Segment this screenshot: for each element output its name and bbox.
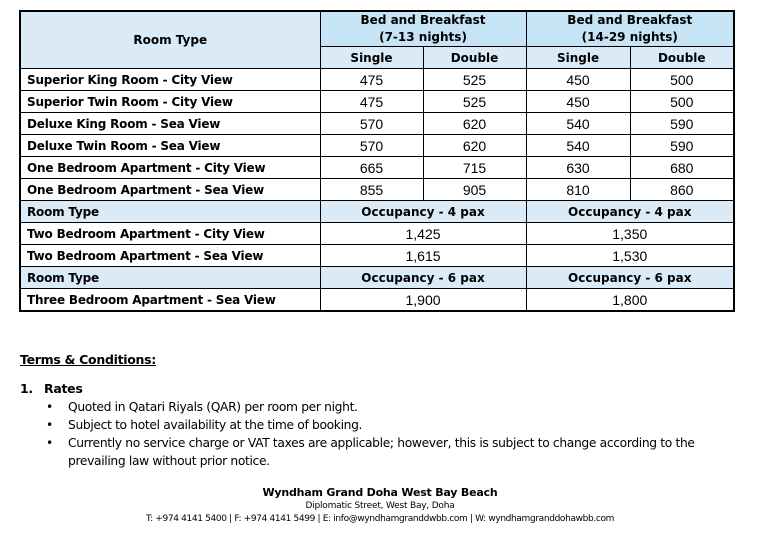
g2-double-rate: 680: [630, 157, 734, 179]
bullet-item: [46, 398, 740, 416]
table-row: [20, 113, 734, 135]
group2-header-line2: (14-29 nights): [581, 30, 678, 44]
g1-double-header: Double: [423, 47, 526, 69]
g2-single-rate: 630: [526, 157, 630, 179]
group2-header: [526, 11, 734, 47]
room-type-header: Room Type: [20, 11, 320, 69]
table-row: [20, 135, 734, 157]
bullet-icon: •: [46, 436, 53, 450]
bullet-icon: •: [46, 400, 53, 414]
group1-header-line1: Bed and Breakfast: [360, 13, 486, 27]
g2-single-header: Single: [526, 47, 630, 69]
g2-double-rate: 500: [630, 69, 734, 91]
g2-double-header: Double: [630, 47, 734, 69]
footer-address: Diplomatic Street, West Bay, Doha: [305, 501, 455, 511]
footer-contact: T: +974 4141 5400 | F: +974 4141 5499 | E: info@wyndhamgranddwbb.com | W: wyndhamgranddohawbb.com: [145, 514, 615, 524]
g2-double-rate: 860: [630, 179, 734, 201]
section6-room-type-label: Room Type: [20, 267, 320, 289]
g1-single-header: Single: [320, 47, 423, 69]
bullet-icon: •: [46, 418, 53, 432]
room-name: Two Bedroom Apartment - City View: [20, 223, 320, 245]
g1-occupancy-rate: 1,615: [320, 245, 526, 267]
g2-single-rate: 540: [526, 135, 630, 157]
section-number: 1.: [20, 381, 33, 396]
section4-g1-occupancy: Occupancy - 4 pax: [320, 201, 526, 223]
room-name: Deluxe King Room - Sea View: [20, 113, 320, 135]
room-name: Three Bedroom Apartment - Sea View: [20, 289, 320, 312]
g2-single-rate: 450: [526, 69, 630, 91]
g1-double-rate: 525: [423, 91, 526, 113]
section4-header-row: [20, 201, 734, 223]
table-row: [20, 223, 734, 245]
g1-double-rate: 620: [423, 135, 526, 157]
g2-double-rate: 590: [630, 113, 734, 135]
section6-g1-occupancy: Occupancy - 6 pax: [320, 267, 526, 289]
table-row: [20, 289, 734, 312]
g1-single-rate: 570: [320, 135, 423, 157]
g1-single-rate: 475: [320, 69, 423, 91]
g1-single-rate: 855: [320, 179, 423, 201]
g1-occupancy-rate: 1,425: [320, 223, 526, 245]
g1-double-rate: 620: [423, 113, 526, 135]
bullet-text: Subject to hotel availability at the time of booking.: [68, 418, 363, 432]
table-row: [20, 179, 734, 201]
g1-single-rate: 570: [320, 113, 423, 135]
g2-occupancy-rate: 1,530: [526, 245, 734, 267]
bullet-text: Quoted in Qatari Riyals (QAR) per room per night.: [68, 400, 358, 414]
group1-header: [320, 11, 526, 47]
g2-single-rate: 450: [526, 91, 630, 113]
rates-section-heading: [20, 381, 740, 396]
table-header-row-1: [20, 11, 734, 47]
g2-double-rate: 500: [630, 91, 734, 113]
room-name: One Bedroom Apartment - City View: [20, 157, 320, 179]
g2-single-rate: 810: [526, 179, 630, 201]
g1-occupancy-rate: 1,900: [320, 289, 526, 312]
room-name: Deluxe Twin Room - Sea View: [20, 135, 320, 157]
room-name: Superior Twin Room - City View: [20, 91, 320, 113]
g1-single-rate: 665: [320, 157, 423, 179]
terms-section: [20, 352, 740, 470]
footer: [0, 486, 760, 526]
table-row: [20, 245, 734, 267]
g2-double-rate: 590: [630, 135, 734, 157]
section4-room-type-label: Room Type: [20, 201, 320, 223]
bullet-item: [46, 434, 740, 470]
g2-single-rate: 540: [526, 113, 630, 135]
rates-table: [19, 10, 735, 312]
room-name: One Bedroom Apartment - Sea View: [20, 179, 320, 201]
section-title: Rates: [44, 381, 83, 396]
table-row: [20, 91, 734, 113]
table-row: [20, 157, 734, 179]
table-row: [20, 69, 734, 91]
g1-double-rate: 525: [423, 69, 526, 91]
section6-header-row: [20, 267, 734, 289]
room-name: Superior King Room - City View: [20, 69, 320, 91]
section6-g2-occupancy: Occupancy - 6 pax: [526, 267, 734, 289]
g1-single-rate: 475: [320, 91, 423, 113]
terms-title: Terms & Conditions:: [20, 352, 156, 367]
group1-header-line2: (7-13 nights): [379, 30, 467, 44]
footer-hotel-name: Wyndham Grand Doha West Bay Beach: [262, 486, 498, 499]
g2-occupancy-rate: 1,800: [526, 289, 734, 312]
group2-header-line1: Bed and Breakfast: [567, 13, 693, 27]
rates-bullet-list: [20, 398, 740, 470]
bullet-item: [46, 416, 740, 434]
g2-occupancy-rate: 1,350: [526, 223, 734, 245]
room-name: Two Bedroom Apartment - Sea View: [20, 245, 320, 267]
g1-double-rate: 905: [423, 179, 526, 201]
g1-double-rate: 715: [423, 157, 526, 179]
section4-g2-occupancy: Occupancy - 4 pax: [526, 201, 734, 223]
bullet-text: Currently no service charge or VAT taxes are applicable; however, this is subject to change according to the prevailing law without prior notice.: [68, 436, 695, 468]
